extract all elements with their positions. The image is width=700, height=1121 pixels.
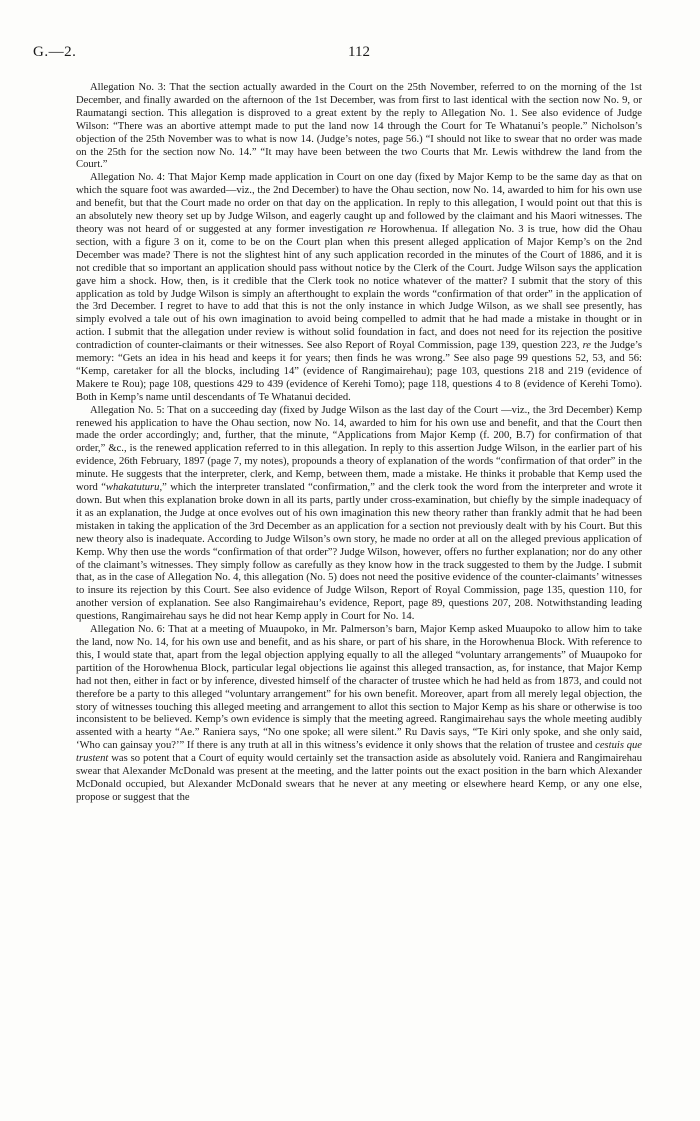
paragraph-4	[76, 624, 642, 805]
text-run: Allegation No. 6: That at a meeting of Muaupoko, in Mr. Palmerson’s barn, Major Kemp asked Muaupoko to allow him to take the land, now No. 14, for his own use and benefit, and as his share, or part of his share, in the Horowhenua Block. With reference to this, I would state that, apart from the legal objection applying equally to all the alleged “voluntary arrangements” of Muaupoko for partition of the Horowhenua Block, particular legal objections lie against this alleged transaction, as, for instance, that Major Kemp had not then, either in fact or by inference, divested himself of the character of trustee which he had held as from 1873, and could not therefore be a party to this alleged “voluntary arrangement” for his own benefit. Moreover, apart from all merely legal objection, the story of witnesses touching this alleged meeting and arrangement to allot this section to Major Kemp as his share or otherwise is too inconsistent to be believed. Kemp’s own evidence is simply that the meeting agreed. Rangimairehau says the whole meeting audibly assented with a hearty “Ae.” Raniera says, “No one spoke; all were silent.” Ru Davis says, “Te Kiri only spoke, and she only said, ‘Who can gainsay you?’” If there is any truth at all in this witness’s evidence it only shows that the relation of trustee and	[76, 624, 642, 752]
document-reference: G.—2.	[33, 44, 77, 60]
paragraph-1	[76, 82, 642, 172]
text-run: Allegation No. 3: That the section actually awarded in the Court on the 25th November, referred to on the morning of the 1st December, and finally awarded on the afternoon of the 1st December, was from first to last identical with the section now No. 9, or Raumatangi section. This allegation is disproved to a great extent by the reply to Allegation No. 1. See also evidence of Judge Wilson: “There was an abortive attempt made to put the land now 14 through the Court for Te Whatanui’s people.” Nicholson’s objection of the 25th November was to what is now 14. (Judge’s notes, page 56.) “I should not like to swear that no order was made on the 25th for the section now No. 14.” “It may have been between the two Courts that Mr. Lewis withdrew the land from the Court.”	[76, 82, 642, 171]
document-page	[33, 44, 643, 805]
italic-text: re	[582, 340, 591, 352]
text-run: ,” which the interpreter translated “confirmation,” and the clerk took the word from the interpreter and wrote it down. But when this explanation broke down in all its parts, partly under cross-examination, but chiefly by the simple inadequacy of it as an explanation, the Judge at once evolves out of his own imagination this new theory rather than frankly admit that he had been mistaken in taking the application of the 3rd December as an application for a section not previously dealt with by his Court. But this new theory also is inadequate. According to Judge Wilson’s own story, he made no order at all on the alleged previous application of Kemp. Why then use the words “confirmation of that order”? Judge Wilson, however, offers no further explanation; nor do any other of the claimant’s witnesses. They simply follow as carefully as they know how in the track suggested to them by the Judge. I submit that, as in the case of Allegation No. 4, this allegation (No. 5) does not need the positive evidence of the counter-claimants’ witnesses to insure its rejection by this Court. See also evidence of Judge Wilson, Report of Royal Commission, page 135, question 110, for another version of explanation. See also Rangimairehau’s evidence, Report, page 89, questions 207, 208. Notwithstanding leading questions, Rangimairehau says he did not hear Kemp apply in Court for No. 14.	[76, 482, 643, 623]
text-run: Allegation No. 5: That on a succeeding day (fixed by Judge Wilson as the last day of the Court —viz., the 3rd December) Kemp renewed his application to have the Ohau section, now No. 14, awarded to him for his own use and benefit, and that the Court then made the order accordingly; and, further, that the minute, “Applications from Major Kemp (f. 200, B.7) for confirmation of that order,” &c., is the renewed application referred to in this allegation. In reply to this assertion Judge Wilson, in the earlier part of his evidence, 26th February, 1897 (page 7, my notes), propounds a theory of explanation of the words “confirmation of that order” in the minute. He suggests that the interpreter, clerk, and Kemp, between them, made a mistake. He thinks it probable that Kemp used the word “	[76, 404, 642, 494]
page-number: 112	[348, 44, 370, 60]
page-header	[33, 44, 642, 66]
paragraph-3	[76, 405, 642, 624]
paragraph-2	[76, 172, 642, 404]
text-run: Horowhenua. If allegation No. 3 is true, how did the Ohau section, with a figure 3 on it, come to be on the Court plan when this present alleged application of Major Kemp’s on the 2nd December was made? There is not the slightest hint of any such application recorded in the minutes of the Court of 1886, and it is not credible that so important an application should pass without notice by the Clerk of the Court. Judge Wilson says the application gave him a shock. How, then, is it credible that the Clerk took no notice whatever of the matter? I submit that the story of this application as told by Judge Wilson is simply an afterthought to explain the words “confirmation of that order” in the application of the 3rd December. I regret to have to add that this is not the only instance in which Judge Wilson, as we shall see presently, has simply evolved a tale out of his own imagination to avoid being compelled to admit that he had made a mistake in thought or in action. I submit that the allegation under review is without solid foundation in fact, and does not need for its rejection the positive contradiction of counter-claimants or their witnesses. See also Report of Royal Commission, page 139, question 223,	[76, 223, 643, 352]
body-text	[76, 82, 642, 805]
text-run: was so potent that a Court of equity would certainly set the transaction aside as absolutely void. Raniera and Rangimairehau swear that Alexander McDonald was present at the meeting, and the latter points out the exact position in the barn which Alexander McDonald occupied, but Alexander McDonald swears that he never at any meeting or elsewhere heard Kemp, or any one else, propose or suggest that the	[76, 753, 642, 803]
text-run: the Judge’s memory: “Gets an idea in his head and keeps it for years; then finds he was wrong.” See also page 99 questions 52, 53, and 56: “Kemp, caretaker for all the blocks, including 14” (evidence of Rangimairehau); page 103, questions 218 and 219 (evidence of Makere te Rou); page 108, questions 429 to 439 (evidence of Kerehi Tomo); page 118, questions 4 to 8 (evidence of Kerehi Tomo). Both in Kemp’s name until descendants of Te Whatanui decided.	[76, 340, 642, 403]
italic-text: re	[367, 223, 377, 235]
italic-text: cestuis que trustent	[76, 740, 642, 765]
italic-text: whakatuturu	[105, 482, 160, 494]
text-run: Allegation No. 4: That Major Kemp made application in Court on one day (fixed by Major Kemp to be the same day as that on which the square foot was awarded—viz., the 2nd December) to have the Ohau section, now No. 14, awarded to him for his own use and benefit, but that the Court made no order on that day on the application. In reply to this allegation, I would point out that this is an absolutely new theory set up by Judge Wilson, and eagerly caught up and followed by the claimant and his Maori witnesses. The theory was not heard of or suggested at any former investigation	[76, 172, 642, 235]
